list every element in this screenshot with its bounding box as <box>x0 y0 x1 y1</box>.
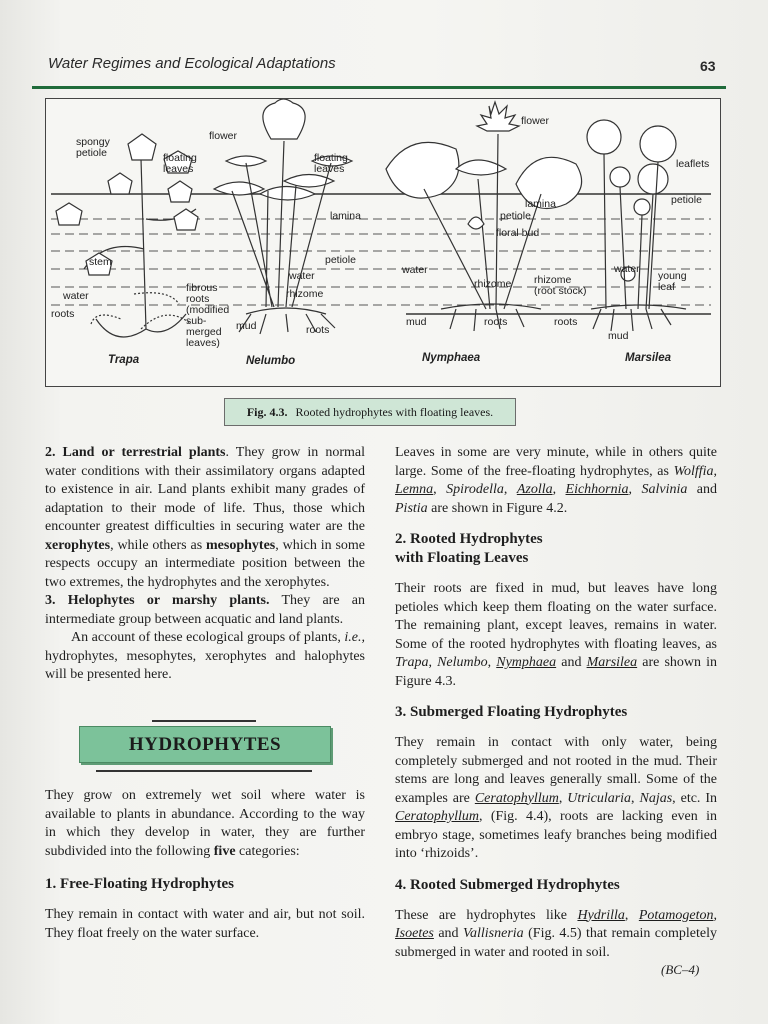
heading-submerged-floating: 3. Submerged Floating Hydrophytes <box>395 704 628 720</box>
chapter-code: (BC–4) <box>661 962 700 977</box>
label-nymphaea-lamina: lamina <box>525 198 556 210</box>
label-nelumbo-water: water <box>289 270 315 282</box>
label-nymphaea-mud: mud <box>406 316 427 328</box>
figure-caption-text: Rooted hydrophytes with floating leaves. <box>295 405 494 419</box>
figure-caption <box>224 398 516 426</box>
left-column <box>45 444 365 685</box>
label-nelumbo-flower: flower <box>209 130 238 142</box>
label-marsilea-roots: roots <box>554 316 578 328</box>
banner-bottom-rule <box>96 770 312 772</box>
label-nelumbo-floating-leaves: floating leaves <box>314 152 348 175</box>
paragraph-free-floating: They remain in contact with water and air, but not soil. They float freely on the water surface. <box>45 907 365 941</box>
plant-name-nymphaea: Nymphaea <box>422 352 481 364</box>
label-nelumbo-lamina: lamina <box>330 210 361 222</box>
figure-number: Fig. 4.3. <box>246 405 288 419</box>
label-nelumbo-mud: mud <box>236 320 257 332</box>
marsilea-drawing <box>587 120 686 331</box>
paragraph-rooted-submerged: These are hydrophytes like Hydrilla, Potamogeton, Isoetes and Vallisneria (Fig. 4.5) that remain completely submerged in water and rooted in soil. <box>395 907 718 960</box>
right-column <box>395 444 717 962</box>
heading-free-floating: 1. Free-Floating Hydrophytes <box>45 876 235 892</box>
paragraph-helophytes: 3. Helophytes or marshy plants. They are an intermediate group between acquatic and land plants. <box>45 593 365 627</box>
label-trapa-floating-leaves: floating leaves <box>163 152 197 175</box>
helophytes-heading: 3. Helophytes or marshy plants. <box>45 593 270 608</box>
running-title: Water Regimes and Ecological Adaptations <box>48 55 336 72</box>
header-rule <box>32 86 726 89</box>
label-nelumbo-rhizome: rhizome <box>286 288 324 300</box>
label-marsilea-water: water <box>614 263 640 275</box>
paragraph-submerged-floating: They remain in contact with only water, being completely submerged and not rooted in the mud. Their stems are long and leaves generally small. Some of the examples are Ceratophyllum, Utricularia, Najas, etc. In Ceratophyllum, (Fig. 4.4), roots are lacking even in embryo stage, sometimes leafy branches being modified into ‘rhizoids’. <box>395 735 718 861</box>
paragraph-leaves: Leaves in some are very minute, while in others quite large. Some of the free-floating hydrophytes, as Wolffia, Lemna, Spirodella, Azolla, Eichhornia, Salvinia and Pistia are shown in Figure 4.2. <box>395 445 718 516</box>
label-nymphaea-rhizome: rhizome <box>474 278 512 290</box>
figure-illustration <box>46 99 720 386</box>
page-number: 63 <box>700 58 716 74</box>
hydrophytes-banner: HYDROPHYTES <box>79 726 331 763</box>
label-fibrous-roots: fibrous roots (modified sub- merged leaves) <box>186 282 230 349</box>
label-marsilea-mud: mud <box>608 330 629 342</box>
heading-rooted-floating: 2. Rooted Hydrophytes with Floating Leaves <box>395 531 543 566</box>
label-marsilea-young-leaf: young leaf <box>658 270 687 293</box>
banner-top-rule <box>152 720 256 722</box>
label-nymphaea-petiole: petiole <box>500 210 531 222</box>
left-column-lower <box>45 787 365 943</box>
paragraph-account: An account of these ecological groups of plants, i.e., hydrophytes, mesophytes, xerophytes and halophytes will be presented here. <box>45 630 365 682</box>
plant-name-marsilea: Marsilea <box>625 352 672 364</box>
label-trapa-stem: stem <box>89 256 112 268</box>
figure-4-3 <box>45 98 721 387</box>
plant-name-nelumbo: Nelumbo <box>246 355 296 367</box>
label-marsilea-petiole: petiole <box>671 194 702 206</box>
label-nelumbo-roots: roots <box>306 324 330 336</box>
paragraph-land-plants: 2. Land or terrestrial plants. They grow in normal water conditions with their assimilatory organs adapted to existence in air. Land plants exhibit many grades of adaptation to their mode of life. Thus, those which encounter greatest difficulties in securing water are the xerophytes, while others as mesophytes, which in some respects occupy an intermediate position between the two extremes, the hydrophytes and the xerophytes. <box>45 445 365 590</box>
label-marsilea-leaflets: leaflets <box>676 158 710 170</box>
label-nymphaea-floral-bud: floral bud <box>496 227 540 239</box>
paragraph-hydrophytes-intro: They grow on extremely wet soil where water is available to plants in abundance. According to the way in which they develop in water, they are further subdivided into the following five categories: <box>45 788 365 859</box>
label-nymphaea-water: water <box>402 264 428 276</box>
label-marsilea-rhizome: rhizome (root stock) <box>534 274 587 297</box>
label-spongy-petiole: spongy petiole <box>76 136 110 159</box>
plant-name-trapa: Trapa <box>108 354 140 366</box>
land-plants-heading: 2. Land or terrestrial plants <box>45 445 226 460</box>
label-trapa-roots: roots <box>51 308 75 320</box>
heading-rooted-submerged: 4. Rooted Submerged Hydrophytes <box>395 876 620 893</box>
label-nelumbo-petiole: petiole <box>325 254 356 266</box>
label-nymphaea-flower: flower <box>521 115 550 127</box>
paragraph-rooted-floating: Their roots are fixed in mud, but leaves have long petioles which keep them floating on the water surface. The remaining plant, except leaves, remains in water. Some of the rooted hydrophytes with floating leaves, as Trapa, Nelumbo, Nymphaea and Marsilea are shown in Figure 4.3. <box>395 581 718 689</box>
label-nymphaea-roots: roots <box>484 316 508 328</box>
label-trapa-water: water <box>63 290 89 302</box>
